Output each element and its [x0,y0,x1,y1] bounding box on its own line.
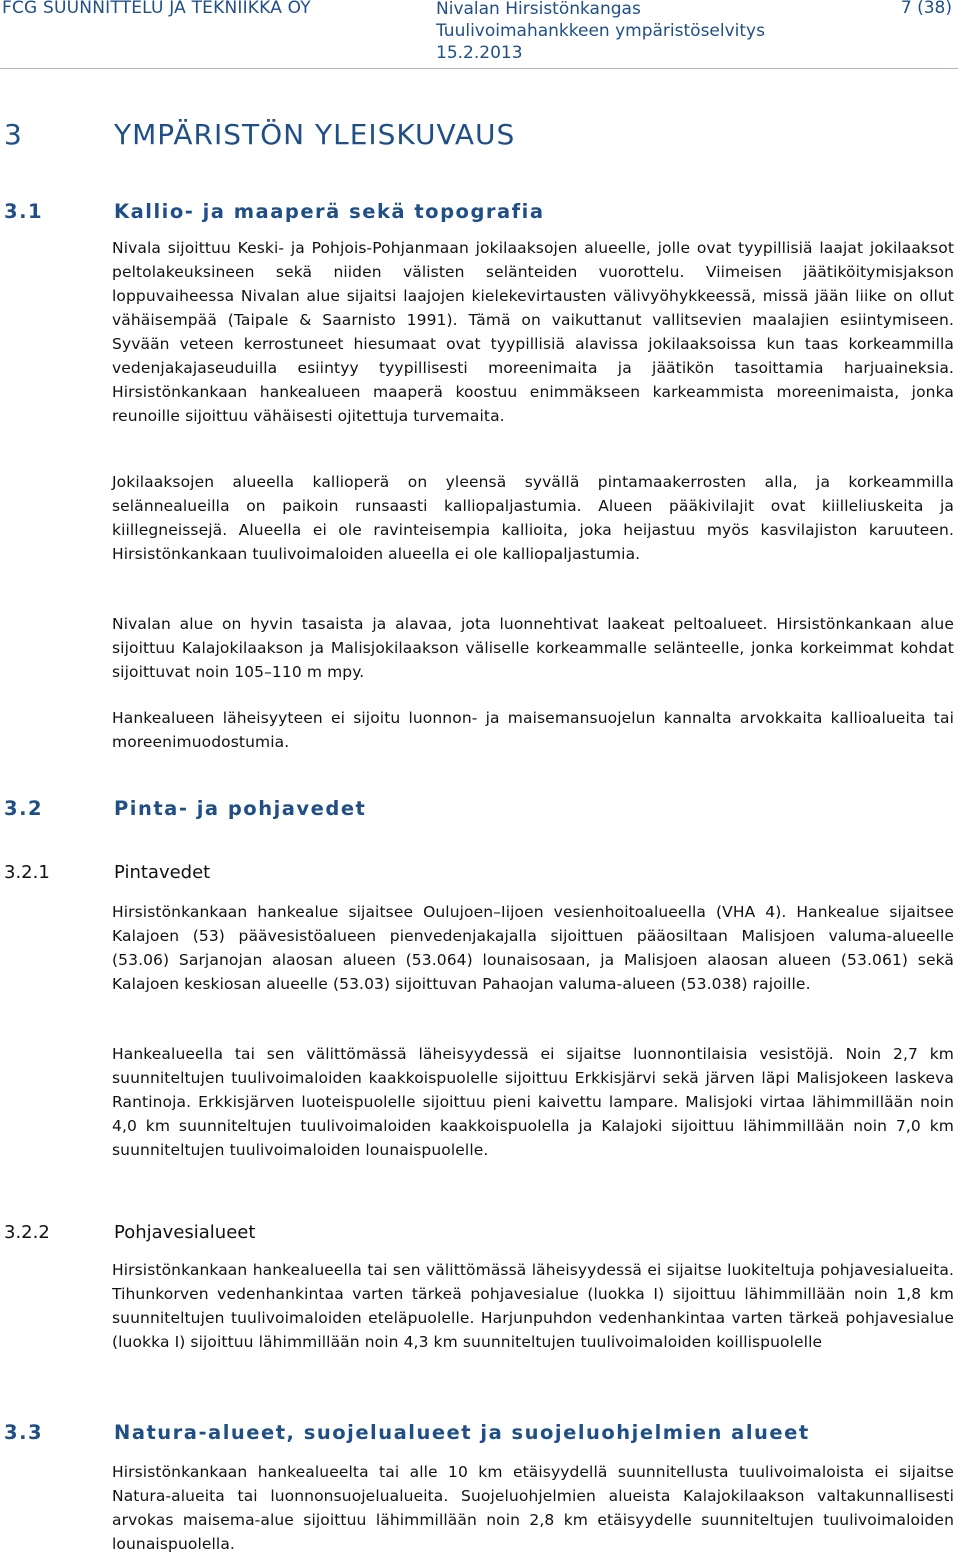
subsection-heading-3-2-2 [4,1222,255,1243]
paragraph: Jokilaaksojen alueella kallioperä on yleensä syvällä pintamaakerrosten alla, ja korkeammilla selännealueilla on paikoin runsaasti kalliopaljastumia. Alueen pääkivilajit ovat kiilleliuskeita ja kiillegneissejä. Alueella ei ole ravinteisempia kallioita, joka heijastuu myös kasvilajiston karuuteen. Hirsistönkankaan tuulivoimaloiden alueella ei ole kalliopaljastumia. [112,473,954,563]
section-title: Pinta- ja pohjavedet [114,797,367,820]
section-title: Natura-alueet, suojelualueet ja suojeluohjelmien alueet [114,1421,810,1444]
section-number: 3.3 [4,1421,44,1444]
paragraph: Hankealueella tai sen välittömässä läheisyydessä ei sijaitse luonnontilaisia vesistöjä. Noin 2,7 km suunniteltujen tuulivoimaloiden kaakkoispuolelle sijoittuu Erkkisjärvi sekä järven läpi Malisjokeen laskeva Rantinoja. Erkkisjärven luoteispuolelle sijoittuu pieni kaivettu lampare. Malisjoki virtaa lähimmillään noin 4,0 km suunniteltujen tuulivoimaloiden kaakkoispuolella ja Kalajoki sijoittuu lähimmillään noin 7,0 km suunniteltujen tuulivoimaloiden lounaispuolelle. [112,1045,954,1159]
chapter-title: YMPÄRISTÖN YLEISKUVAUS [114,118,516,151]
paragraph: Hirsistönkankaan hankealueelta tai alle 10 km etäisyydellä suunnitellusta tuulivoimaloista ei sijaitse Natura-alueita tai luonnonsuojelualueita. Suojeluohjelmien alueista Kalajokilaakson valtakunnallisesti arvokas maisema-alue sijoittuu lähimmillään noin 2,8 km etäisyydelle suunniteltujen tuulivoimaloiden lounaispuolella. [112,1463,954,1553]
section-title: Kallio- ja maaperä sekä topografia [114,200,545,223]
subsection-title: Pintavedet [114,862,211,883]
paragraph: Hirsistönkankaan hankealueella tai sen välittömässä läheisyydessä ei sijaitse luokiteltuja pohjavesialueita. Tihunkorven vedenhankintaa varten tärkeä pohjavesialue (luokka I) sijoittuu lähimmillään noin 1,8 km suunniteltujen tuulivoimaloiden eteläpuolelle. Harjunpuhdon vedenhankintaa varten tärkeä pohjavesialue (luokka I) sijoittuu lähimmillään noin 4,3 km suunniteltujen tuulivoimaloiden koillispuolelle [112,1261,954,1351]
chapter-heading [4,118,515,151]
paragraph: Nivalan alue on hyvin tasaista ja alavaa, jota luonnehtivat laakeat peltoalueet. Hirsistönkankaan alue sijoittuu Kalajokilaakson ja Malisjokilaakson väliselle korkeammalle selänteelle, jonka korkeimmat kohdat sijoittuvat noin 105–110 m mpy. [112,615,954,681]
section-number: 3.1 [4,200,44,223]
page-number: 7 (38) [900,0,952,18]
subsection-heading-3-2-1 [4,862,210,883]
section-number: 3.2 [4,797,44,820]
section-heading-3-1 [4,200,545,223]
subsection-number: 3.2.2 [4,1222,50,1243]
paragraph: Nivala sijoittuu Keski- ja Pohjois-Pohjanmaan jokilaaksojen alueelle, jolle ovat tyypillisiä laajat jokilaaksot peltolakeuksineen sekä niiden välisten selänteiden vuorottelu. Viimeisen jäätiköitymisjakson loppuvaiheessa Nivalan alue sijaitsi laajojen kielekevirtausten välivyöhykkeessä, missä jään liike on ollut vähäisempää (Taipale & Saarnisto 1991). Tämä on vaikuttanut vallitsevien maalajien esiintymiseen. Syvään veteen kerrostuneet hiesumaat ovat tyypillisiä alavissa jokilaaksoissa kun taas korkeammilla vedenjakajaseuduilla esiintyy tyypillisesti moreenimaita ja jäätikön tasoittamia harjuaineksia. Hirsistönkankaan hankealueen maaperä koostuu enimmäkseen karkeammista moreenimaista, jonka reunoille sijoittuu vähäisesti ojitettuja turvemaita. [112,239,954,425]
subsection-title: Pohjavesialueet [114,1222,256,1243]
page-header [0,0,960,70]
header-project-block [436,0,765,64]
document-title: Tuulivoimahankkeen ympäristöselvitys [436,21,765,41]
paragraph: Hankealueen läheisyyteen ei sijoitu luonnon- ja maisemansuojelun kannalta arvokkaita kallioalueita tai moreenimuodostumia. [112,709,954,751]
section-heading-3-2 [4,797,366,820]
company-name: FCG SUUNNITTELU JA TEKNIIKKA OY [2,0,311,18]
chapter-number: 3 [4,118,23,151]
document-date: 15.2.2013 [436,43,523,63]
header-divider [0,68,958,69]
project-name: Nivalan Hirsistönkangas [436,0,641,19]
subsection-number: 3.2.1 [4,862,50,883]
paragraph: Hirsistönkankaan hankealue sijaitsee Oulujoen–Iijoen vesienhoitoalueella (VHA 4). Hankealue sijaitsee Kalajoen (53) päävesistöalueen pienvedenjakajalla sijoittuen pääosiltaan Malisjoen valuma-alueelle (53.06) Sarjanojan alaosan alueen (53.064) lounaisosaan, ja Malisjoen alaosan alueen (53.061) sekä Kalajoen keskiosan alueelle (53.03) sijoittuvan Pahaojan valuma-alueen (53.038) rajoille. [112,903,954,993]
section-heading-3-3 [4,1421,810,1444]
